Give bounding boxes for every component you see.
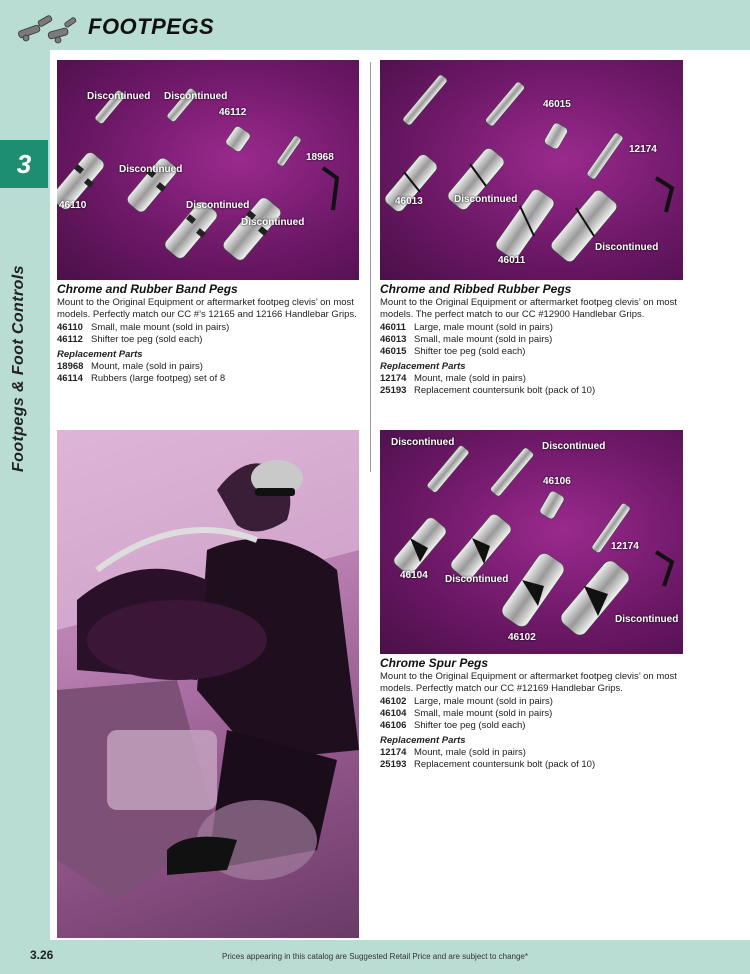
part-row [380,334,685,346]
part-row [380,322,685,334]
photo-label: 46015 [543,99,571,110]
photo-label: 46011 [498,255,526,266]
part-number: 18968 [57,361,84,372]
product-description: Mount to the Original Equipment or aftermarket footpeg clevis’ on most models. The perfect match to our CC #12900 Handlebar Grips. [380,297,677,320]
product-description: Mount to the Original Equipment or aftermarket footpeg clevis’ on most models. Perfectly match our CC #’s 12165 and 12166 Handlebar Grips. [57,297,357,320]
part-description: Mount, male (sold in pairs) [91,361,203,372]
column-divider [370,62,371,472]
part-list [380,696,685,732]
part-number: 46114 [57,373,83,384]
part-row [380,720,685,732]
photo-label: Discontinued [542,441,606,452]
part-description: Small, male mount (sold in pairs) [414,334,553,345]
part-number: 25193 [380,759,407,770]
part-description: Shifter toe peg (sold each) [414,720,526,731]
photo-label: 12174 [611,541,639,552]
part-row [380,759,685,771]
photo-label: 46106 [543,476,571,487]
replacement-list [57,361,362,385]
replacement-parts-heading: Replacement Parts [57,349,143,360]
part-number: 46102 [380,696,407,707]
part-description: Replacement countersunk bolt (pack of 10) [414,385,596,396]
part-row [380,373,685,385]
photo-label: 46013 [395,196,423,207]
part-row [380,708,685,720]
photo-label: Discontinued [241,217,305,228]
part-number: 25193 [380,385,407,396]
photo-label: 46110 [59,200,87,211]
photo-label: Discontinued [454,194,518,205]
motorcycle-rider-image-icon [57,430,359,938]
rider-photo [57,430,359,938]
page-title: FOOTPEGS [88,14,215,39]
page-number: 3.26 [30,948,54,962]
price-disclaimer: Prices appearing in this catalog are Suggested Retail Price and are subject to change* [222,952,528,961]
part-number: 46013 [380,334,407,345]
chapter-number: 3 [16,149,32,179]
product-section [57,282,362,385]
replacement-parts-heading: Replacement Parts [380,735,466,746]
product-photo-rubber-band [57,60,359,280]
part-number: 12174 [380,373,407,384]
photo-label: 46102 [508,632,536,643]
part-description: Mount, male (sold in pairs) [414,747,526,758]
part-number: 46104 [380,708,407,719]
part-number: 46015 [380,346,407,357]
part-row [380,346,685,358]
part-number: 46110 [57,322,83,333]
part-description: Shifter toe peg (sold each) [91,334,203,345]
product-title: Chrome and Ribbed Rubber Pegs [380,282,572,296]
photo-label: 18968 [306,152,334,163]
product-title: Chrome Spur Pegs [380,656,489,670]
part-number: 46106 [380,720,407,731]
part-number: 12174 [380,747,407,758]
part-row [57,334,362,346]
product-section [380,656,685,771]
part-description: Large, male mount (sold in pairs) [414,322,553,333]
part-row [57,373,362,385]
product-title: Chrome and Rubber Band Pegs [57,282,238,296]
part-row [57,361,362,373]
part-number: 46112 [57,334,83,345]
part-description: Large, male mount (sold in pairs) [414,696,553,707]
product-photo-ribbed [380,60,683,280]
section-title: Footpegs & Foot Controls [10,265,27,472]
product-photo-spur [380,430,683,654]
photo-label: 46104 [400,570,428,581]
part-description: Replacement countersunk bolt (pack of 10) [414,759,596,770]
photo-label: Discontinued [445,574,509,585]
part-list [380,322,685,358]
part-row [57,322,362,334]
photo-label: Discontinued [391,437,455,448]
part-description: Small, male mount (sold in pairs) [414,708,553,719]
replacement-list [380,373,685,397]
photo-label: Discontinued [87,91,151,102]
part-row [380,385,685,397]
photo-label: 46112 [219,107,247,118]
photo-label: Discontinued [119,164,183,175]
part-list [57,322,362,346]
product-section [380,282,685,397]
photo-label: Discontinued [595,242,659,253]
part-description: Small, male mount (sold in pairs) [91,322,230,333]
replacement-parts-heading: Replacement Parts [380,361,466,372]
photo-label: 12174 [629,144,657,155]
part-row [380,696,685,708]
part-description: Shifter toe peg (sold each) [414,346,526,357]
footpeg-logo-icon [14,10,82,50]
replacement-list [380,747,685,771]
photo-label: Discontinued [615,614,679,625]
part-description: Mount, male (sold in pairs) [414,373,526,384]
part-description: Rubbers (large footpeg) set of 8 [91,373,226,384]
photo-label: Discontinued [186,200,250,211]
product-description: Mount to the Original Equipment or aftermarket footpeg clevis’ on most models. Perfectly match our CC #12169 Handlebar Grips. [380,671,677,694]
photo-label: Discontinued [164,91,228,102]
part-number: 46011 [380,322,406,333]
part-row [380,747,685,759]
